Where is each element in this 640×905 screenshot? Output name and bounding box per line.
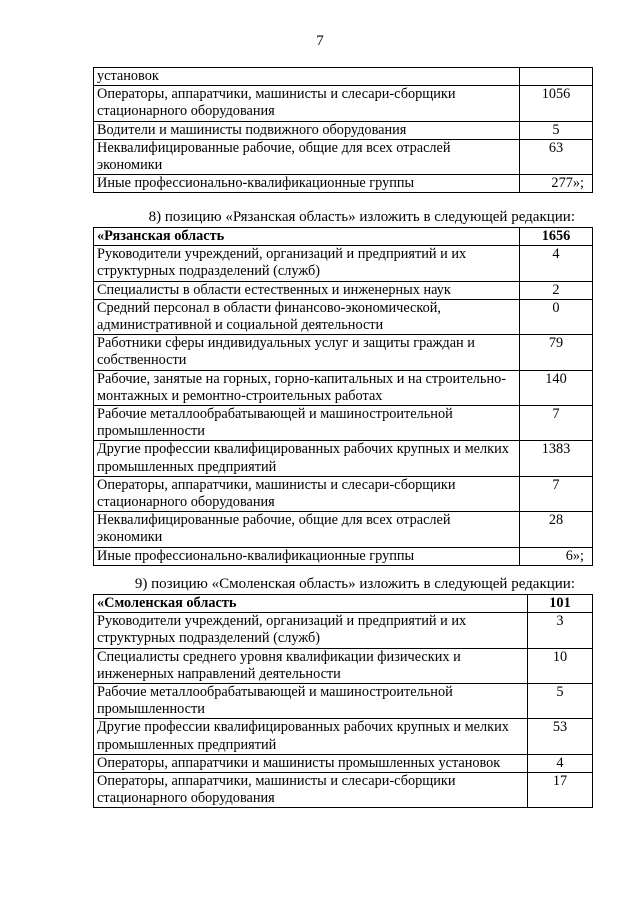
row-value: 7	[520, 406, 593, 441]
row-value: 53	[528, 719, 593, 754]
table-row	[94, 370, 593, 405]
row-value: 1056	[520, 86, 593, 121]
row-value: 4	[520, 246, 593, 281]
row-label: Неквалифицированные рабочие, общие для всех отраслей экономики	[94, 139, 520, 174]
table-row	[94, 773, 593, 808]
region-total: 1656	[520, 228, 593, 246]
table-row	[94, 139, 593, 174]
row-value: 5	[520, 121, 593, 139]
table-row	[94, 441, 593, 476]
row-label: Средний персонал в области финансово-экономической, административной и социальной деятельности	[94, 299, 520, 334]
row-value: 17	[528, 773, 593, 808]
table-row	[94, 281, 593, 299]
table-row	[94, 613, 593, 648]
table-row	[94, 719, 593, 754]
row-value: 6»;	[520, 547, 593, 565]
row-value: 79	[520, 335, 593, 370]
table-row	[94, 648, 593, 683]
region-name: «Рязанская область	[94, 228, 520, 246]
section-9-intro: 9) позицию «Смоленская область» изложить в следующей редакции:	[134, 576, 575, 592]
table-row	[94, 246, 593, 281]
row-label: Иные профессионально-квалификационные группы	[94, 175, 520, 193]
row-label: Неквалифицированные рабочие, общие для всех отраслей экономики	[94, 512, 520, 547]
row-label: Иные профессионально-квалификационные группы	[94, 547, 520, 565]
row-value: 1383	[520, 441, 593, 476]
row-value: 0	[520, 299, 593, 334]
table-row	[94, 406, 593, 441]
row-value: 7	[520, 476, 593, 511]
row-label: Рабочие, занятые на горных, горно-капитальных и на строительно-монтажных и ремонтно-строительных работах	[94, 370, 520, 405]
row-value	[520, 68, 593, 86]
row-label: Рабочие металлообрабатывающей и машиностроительной промышленности	[94, 406, 520, 441]
region-total: 101	[528, 595, 593, 613]
row-label: Водители и машинисты подвижного оборудования	[94, 121, 520, 139]
table-header-row	[94, 228, 593, 246]
table-ryazan	[93, 227, 593, 566]
row-value: 10	[528, 648, 593, 683]
table-header-row	[94, 595, 593, 613]
row-value: 277»;	[520, 175, 593, 193]
row-value: 5	[528, 684, 593, 719]
row-label: Руководители учреждений, организаций и предприятий и их структурных подразделений (служб)	[94, 246, 520, 281]
row-value: 3	[528, 613, 593, 648]
table-row	[94, 476, 593, 511]
row-label: Операторы, аппаратчики и машинисты промышленных установок	[94, 754, 528, 772]
table-row	[94, 68, 593, 86]
row-label: Операторы, аппаратчики, машинисты и слесари-сборщики стационарного оборудования	[94, 476, 520, 511]
page-number: 7	[316, 33, 324, 49]
row-label: Специалисты среднего уровня квалификации физических и инженерных направлений деятельности	[94, 648, 528, 683]
row-label: Операторы, аппаратчики, машинисты и слесари-сборщики стационарного оборудования	[94, 86, 520, 121]
row-label: Другие профессии квалифицированных рабочих крупных и мелких промышленных предприятий	[94, 719, 528, 754]
table-row	[94, 121, 593, 139]
row-label: Другие профессии квалифицированных рабочих крупных и мелких промышленных предприятий	[94, 441, 520, 476]
row-value: 4	[528, 754, 593, 772]
row-value: 2	[520, 281, 593, 299]
table-row	[94, 547, 593, 565]
table-row	[94, 86, 593, 121]
row-label: Специалисты в области естественных и инженерных наук	[94, 281, 520, 299]
row-value: 63	[520, 139, 593, 174]
row-label: Рабочие металлообрабатывающей и машиностроительной промышленности	[94, 684, 528, 719]
row-value: 140	[520, 370, 593, 405]
table-row	[94, 299, 593, 334]
table-continuation	[93, 67, 593, 193]
row-value: 28	[520, 512, 593, 547]
table-row	[94, 512, 593, 547]
section-8-intro: 8) позицию «Рязанская область» изложить в следующей редакции:	[148, 209, 575, 225]
row-label: Операторы, аппаратчики, машинисты и слесари-сборщики стационарного оборудования	[94, 773, 528, 808]
table-row	[94, 754, 593, 772]
row-label: установок	[94, 68, 520, 86]
region-name: «Смоленская область	[94, 595, 528, 613]
table-row	[94, 684, 593, 719]
row-label: Работники сферы индивидуальных услуг и защиты граждан и собственности	[94, 335, 520, 370]
table-row	[94, 175, 593, 193]
table-row	[94, 335, 593, 370]
table-smolensk	[93, 594, 593, 808]
row-label: Руководители учреждений, организаций и предприятий и их структурных подразделений (служб)	[94, 613, 528, 648]
